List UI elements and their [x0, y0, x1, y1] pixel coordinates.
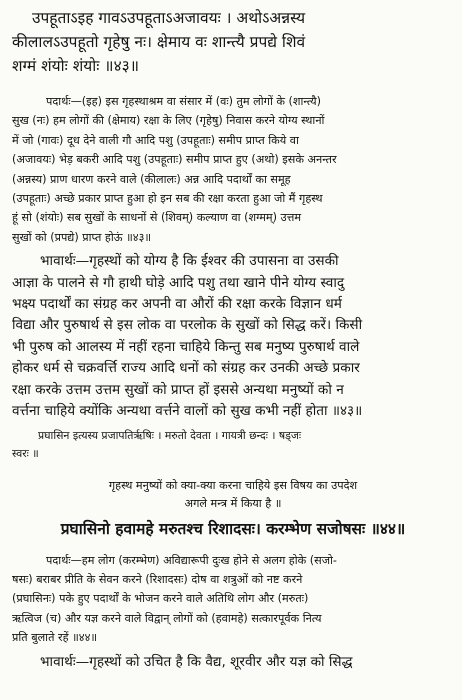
padartha-line: प्रति बुलाते रहें ॥४४॥	[12, 631, 98, 645]
padartha-line: पदार्थः—(इह) इस गृहस्थाश्रम वा संसार में (वः) तुम लोगों के (शान्त्यै)	[46, 95, 321, 108]
bhavartha-line: होकर धर्म से चक्रवर्त्ति राज्य आदि धनों को संग्रह कर उनकी अच्छे प्रकार	[12, 360, 360, 377]
mantra-44: प्रघासिनो हवामहे मरुतश्च रिशादसः। करम्भेण सजोषसः ॥४४॥	[60, 519, 406, 538]
padartha-line: में जो (गावः) दूध देने वाली गौ आदि पशु (उपहूताः) समीप प्राप्त किये वा	[12, 133, 299, 147]
padartha-line: पदार्थः—हम लोग (करम्भेण) अविद्यारूपी दुःख होने से अलग होके (सजो-	[46, 553, 337, 567]
bhavartha-line: भी पुरुष को आलस्य में नहीं रहना चाहिये किन्तु सब मनुष्य पुरुषार्थ वाले	[12, 338, 360, 355]
bhavartha-line: आज्ञा के पालने से गौ हाथी घोड़े आदि पशु तथा खाने पीने योग्य स्वादु	[12, 274, 345, 291]
mantra-43	[12, 6, 454, 78]
bhavartha-line: भावार्थः—गृहस्थों को उचित है कि वैद्य, शूरवीर और यज्ञ को सिद्ध	[40, 653, 353, 670]
bhavartha-44	[12, 652, 454, 673]
meta-line: स्वरः ॥	[12, 446, 39, 460]
bhavartha-line: विद्या और पुरुषार्थ से इस लोक वा परलोक के सुखों को सिद्ध करें। किसी	[12, 317, 363, 334]
padartha-44	[12, 551, 454, 648]
bhavartha-line: भावार्थः—गृहस्थों को योग्य है कि ईश्वर की उपासना वा उसकी	[40, 253, 339, 270]
bhavartha-line: भक्ष्य पदार्थों का संग्रह कर अपनी वा औरों की रक्षा करके विज्ञान धर्म	[12, 296, 342, 313]
bhavartha-line: वर्त्तना चाहिये क्योंकि अन्यथा वर्त्तने वालों को सुख कभी नहीं होता ॥४३॥	[12, 403, 363, 420]
bhavartha-43	[12, 251, 454, 422]
padartha-line: (प्रघासिनः) पके हुए पदार्थों के भोजन करने वाले अतिथि लोग और (मरुतः)	[12, 592, 309, 606]
padartha-line: सुखों को (प्रपद्ये) प्राप्त होऊं ॥४३॥	[12, 230, 152, 244]
padartha-line: षसः) बराबर प्रीति के सेवन करने (रिशादसः) दोष वा शत्रुओं को नष्ट करने	[12, 572, 303, 586]
mantra-line: शग्मं शंयोः शंयोः ॥४३॥	[12, 57, 139, 75]
bhavartha-line: रक्षा करके उत्तम उत्तम सुखों को प्राप्त हों इससे अन्यथा मनुष्यों को न	[12, 381, 344, 398]
mantra-line: कीलालऽउपहूतो गृहेषु नः। क्षेमाय वः शान्त्यै प्रपद्ये शिवं	[12, 33, 306, 51]
meta-line: प्रघासिन इत्यस्य प्रजापतिर्ऋषिः । मरुतो देवता । गायत्री छन्दः । षड्जः	[38, 428, 302, 442]
padartha-line: (अन्नस्य) प्राण धारण करने वाले (कीलालः) अन्न आदि पदार्थों का समूह	[12, 172, 291, 186]
padartha-43	[12, 92, 454, 247]
mantra-line: उपहूताऽइह गावऽउपहूताऽअजावयः । अथोऽअन्नस्य	[32, 9, 306, 27]
padartha-line: (अजावयः) भेड़ बकरी आदि पशु (उपहूताः) समीप प्राप्त हुए (अथो) इसके अनन्तर	[12, 153, 337, 167]
padartha-line: (उपहूताः) अच्छे प्रकार प्राप्त हुआ हो इन सब की रक्षा करता हुआ जो मैं गृहस्थ	[12, 192, 323, 206]
padartha-line: सुख (नः) हम लोगों की (क्षेमाय) रक्षा के लिए (गृहेषु) निवास करने योग्य स्थानों	[12, 114, 325, 128]
topic-intro-line: गृहस्थ मनुष्यों को क्या-क्या करना चाहिये इस विषय का उपदेश	[108, 478, 358, 492]
padartha-line: ऋत्विज (च) और यज्ञ करने वाले विद्वान् लोगों को (हवामहे) सत्कारपूर्वक नित्य	[12, 611, 322, 625]
topic-intro-line: अगले मन्त्र में किया है ॥	[184, 496, 282, 510]
rishi-devata-line	[12, 427, 454, 463]
padartha-line: हूं सो (शंयोः) सब सुखों के साधनों से (शिवम्) कल्याण वा (शग्मम्) उत्तम	[12, 211, 302, 225]
